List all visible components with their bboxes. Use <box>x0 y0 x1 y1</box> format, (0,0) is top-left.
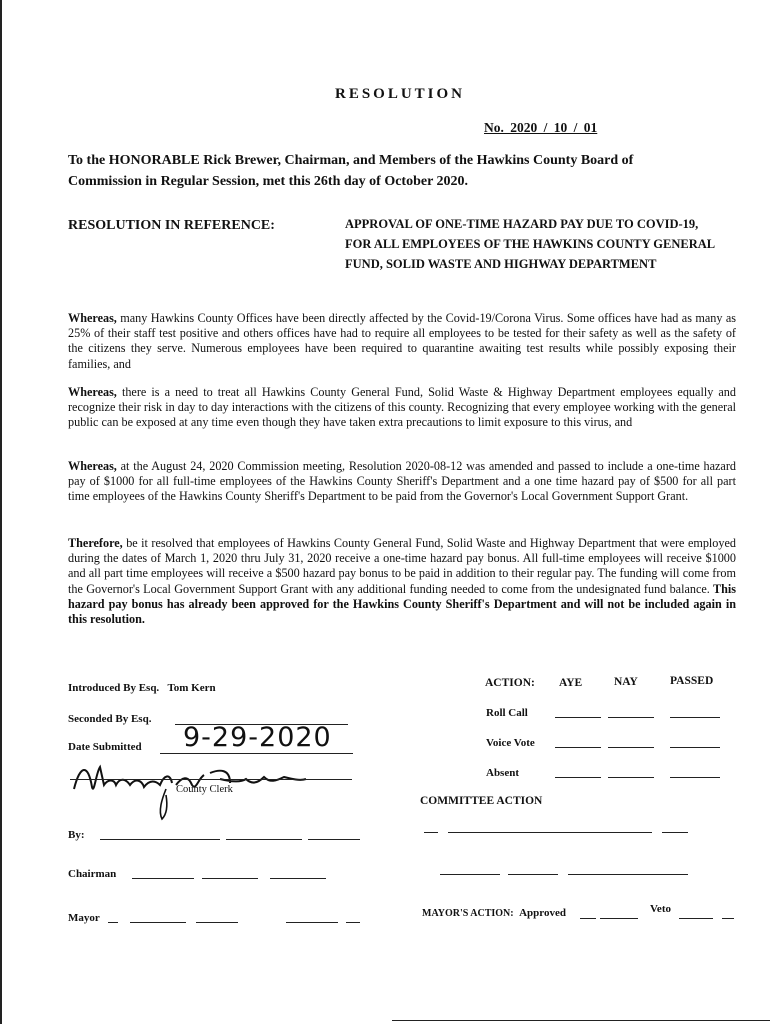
chairman-line-1 <box>132 878 194 879</box>
mayor-action-label: MAYOR'S ACTION: <box>422 908 514 919</box>
paragraph-body: at the August 24, 2020 Commission meeting, Resolution 2020-08-12 was amended and passed to include a one-time hazard pay of $1000 for all full-time employees of the Hawkins County Sheriff's Department and a one time hazard pay of $500 for all part time employees of the Hawkins County Sheriff's Department to be paid from the Governor's Local Government Support Grant. <box>68 459 736 504</box>
scan-edge <box>0 0 2 1024</box>
paragraph-body: there is a need to treat all Hawkins County General Fund, Solid Waste & Highway Department employees equally and recognize their risk in day to day interactions with the citizens of this county. Recognizing that every employee working with the general public can be exposed at any time even though they have taken extra precautions to limit exposure to this virus, and <box>68 385 736 430</box>
aye-header: AYE <box>559 677 583 689</box>
chairman-line-3 <box>270 878 326 879</box>
mayor-line-3 <box>196 922 238 923</box>
document-title: RESOLUTION <box>334 86 466 102</box>
reference-label: RESOLUTION IN REFERENCE: <box>68 218 275 233</box>
committee-line-5 <box>508 874 558 875</box>
nay-header: NAY <box>614 676 638 688</box>
resolution-number: No. 2020 / 10 / 01 <box>484 120 598 135</box>
paragraph-lead: Whereas, <box>68 311 117 325</box>
date-submitted-value: 9-29-2020 <box>183 722 332 753</box>
paragraph-lead: Whereas, <box>68 385 117 399</box>
absent-nay-line <box>608 777 654 778</box>
chairman-line-2 <box>202 878 258 879</box>
committee-line-6 <box>568 874 688 875</box>
reference-text: APPROVAL OF ONE-TIME HAZARD PAY DUE TO COVID-19, FOR ALL EMPLOYEES OF THE HAWKINS COUNTY GENERAL FUND, SOLID WASTE AND HIGHWAY DEPARTMENT <box>345 217 715 271</box>
approved-label: Approved <box>519 907 566 919</box>
introduced-by-label: Introduced By Esq. <box>68 682 160 694</box>
whereas-paragraph-2 <box>68 385 736 431</box>
mayor-label: Mayor <box>68 912 100 924</box>
roll-call-label: Roll Call <box>486 707 528 719</box>
therefore-paragraph <box>68 536 736 627</box>
paragraph-emphasis: This hazard pay bonus has already been approved for the Hawkins County Sheriff's Department and will not be included again in this resolution. <box>68 581 736 627</box>
roll-call-passed-line <box>670 717 720 718</box>
paragraph-body: many Hawkins County Offices have been directly affected by the Covid-19/Corona Virus. Some offices have had as many as 25% of their staff test positive and others offices have had to require all employees to be tested for their safety as well as the safety of the citizens they serve. Numerous employees have been required to quarantine awaiting test results while possibly exposing their families, and <box>68 311 736 371</box>
by-label: By: <box>68 829 85 841</box>
signature-line <box>70 779 352 780</box>
approved-line-1 <box>580 918 596 919</box>
address-line: To the HONORABLE Rick Brewer, Chairman, and Members of the Hawkins County Board of Commission in Regular Session, met this 26th day of October 2020. <box>68 153 634 189</box>
committee-line-2 <box>448 832 652 833</box>
introduced-by-name: Tom Kern <box>167 682 216 694</box>
roll-call-nay-line <box>608 717 654 718</box>
voice-vote-label: Voice Vote <box>486 737 535 749</box>
committee-line-1 <box>424 832 438 833</box>
mayor-line-5 <box>346 922 360 923</box>
voice-vote-aye-line <box>555 747 601 748</box>
veto-label: Veto <box>650 903 671 915</box>
seconded-label: Seconded By Esq. <box>68 713 152 725</box>
date-line <box>160 753 353 754</box>
veto-line-2 <box>722 918 734 919</box>
county-clerk-label: County Clerk <box>176 784 233 795</box>
absent-passed-line <box>670 777 720 778</box>
absent-label: Absent <box>486 767 520 779</box>
committee-action-label: COMMITTEE ACTION <box>420 795 543 807</box>
voice-vote-nay-line <box>608 747 654 748</box>
by-line-3 <box>308 839 360 840</box>
action-label: ACTION: <box>485 677 535 689</box>
approved-line-2 <box>600 918 638 919</box>
mayor-line-2 <box>130 922 186 923</box>
committee-line-4 <box>440 874 500 875</box>
introduced-label <box>68 682 216 694</box>
paragraph-lead: Therefore, <box>68 536 123 550</box>
mayor-action-row <box>422 907 566 919</box>
mayor-line-1 <box>108 922 118 923</box>
date-submitted-label: Date Submitted <box>68 741 142 753</box>
chairman-label: Chairman <box>68 868 117 880</box>
paragraph-lead: Whereas, <box>68 459 117 473</box>
paragraph-body: be it resolved that employees of Hawkins County General Fund, Solid Waste and Highway Department that were employed during the dates of March 1, 2020 thru July 31, 2020 receive a one-time hazard pay bonus. All full-time employees will receive $1000 and all part time employees will receive a $500 hazard pay bonus to be paid in addition to their regular pay. The funding will come from the Governor's Local Government Support Grant with any additional funding needed to come from the undesignated fund balance. <box>68 536 736 596</box>
voice-vote-passed-line <box>670 747 720 748</box>
absent-aye-line <box>555 777 601 778</box>
veto-line <box>679 918 713 919</box>
mayor-line-4 <box>286 922 338 923</box>
bottom-rule <box>392 1020 770 1021</box>
whereas-paragraph-1 <box>68 311 736 372</box>
roll-call-aye-line <box>555 717 601 718</box>
passed-header: PASSED <box>670 675 714 687</box>
committee-line-3 <box>662 832 688 833</box>
by-line-2 <box>226 839 302 840</box>
by-line-1 <box>100 839 220 840</box>
whereas-paragraph-3 <box>68 459 736 505</box>
